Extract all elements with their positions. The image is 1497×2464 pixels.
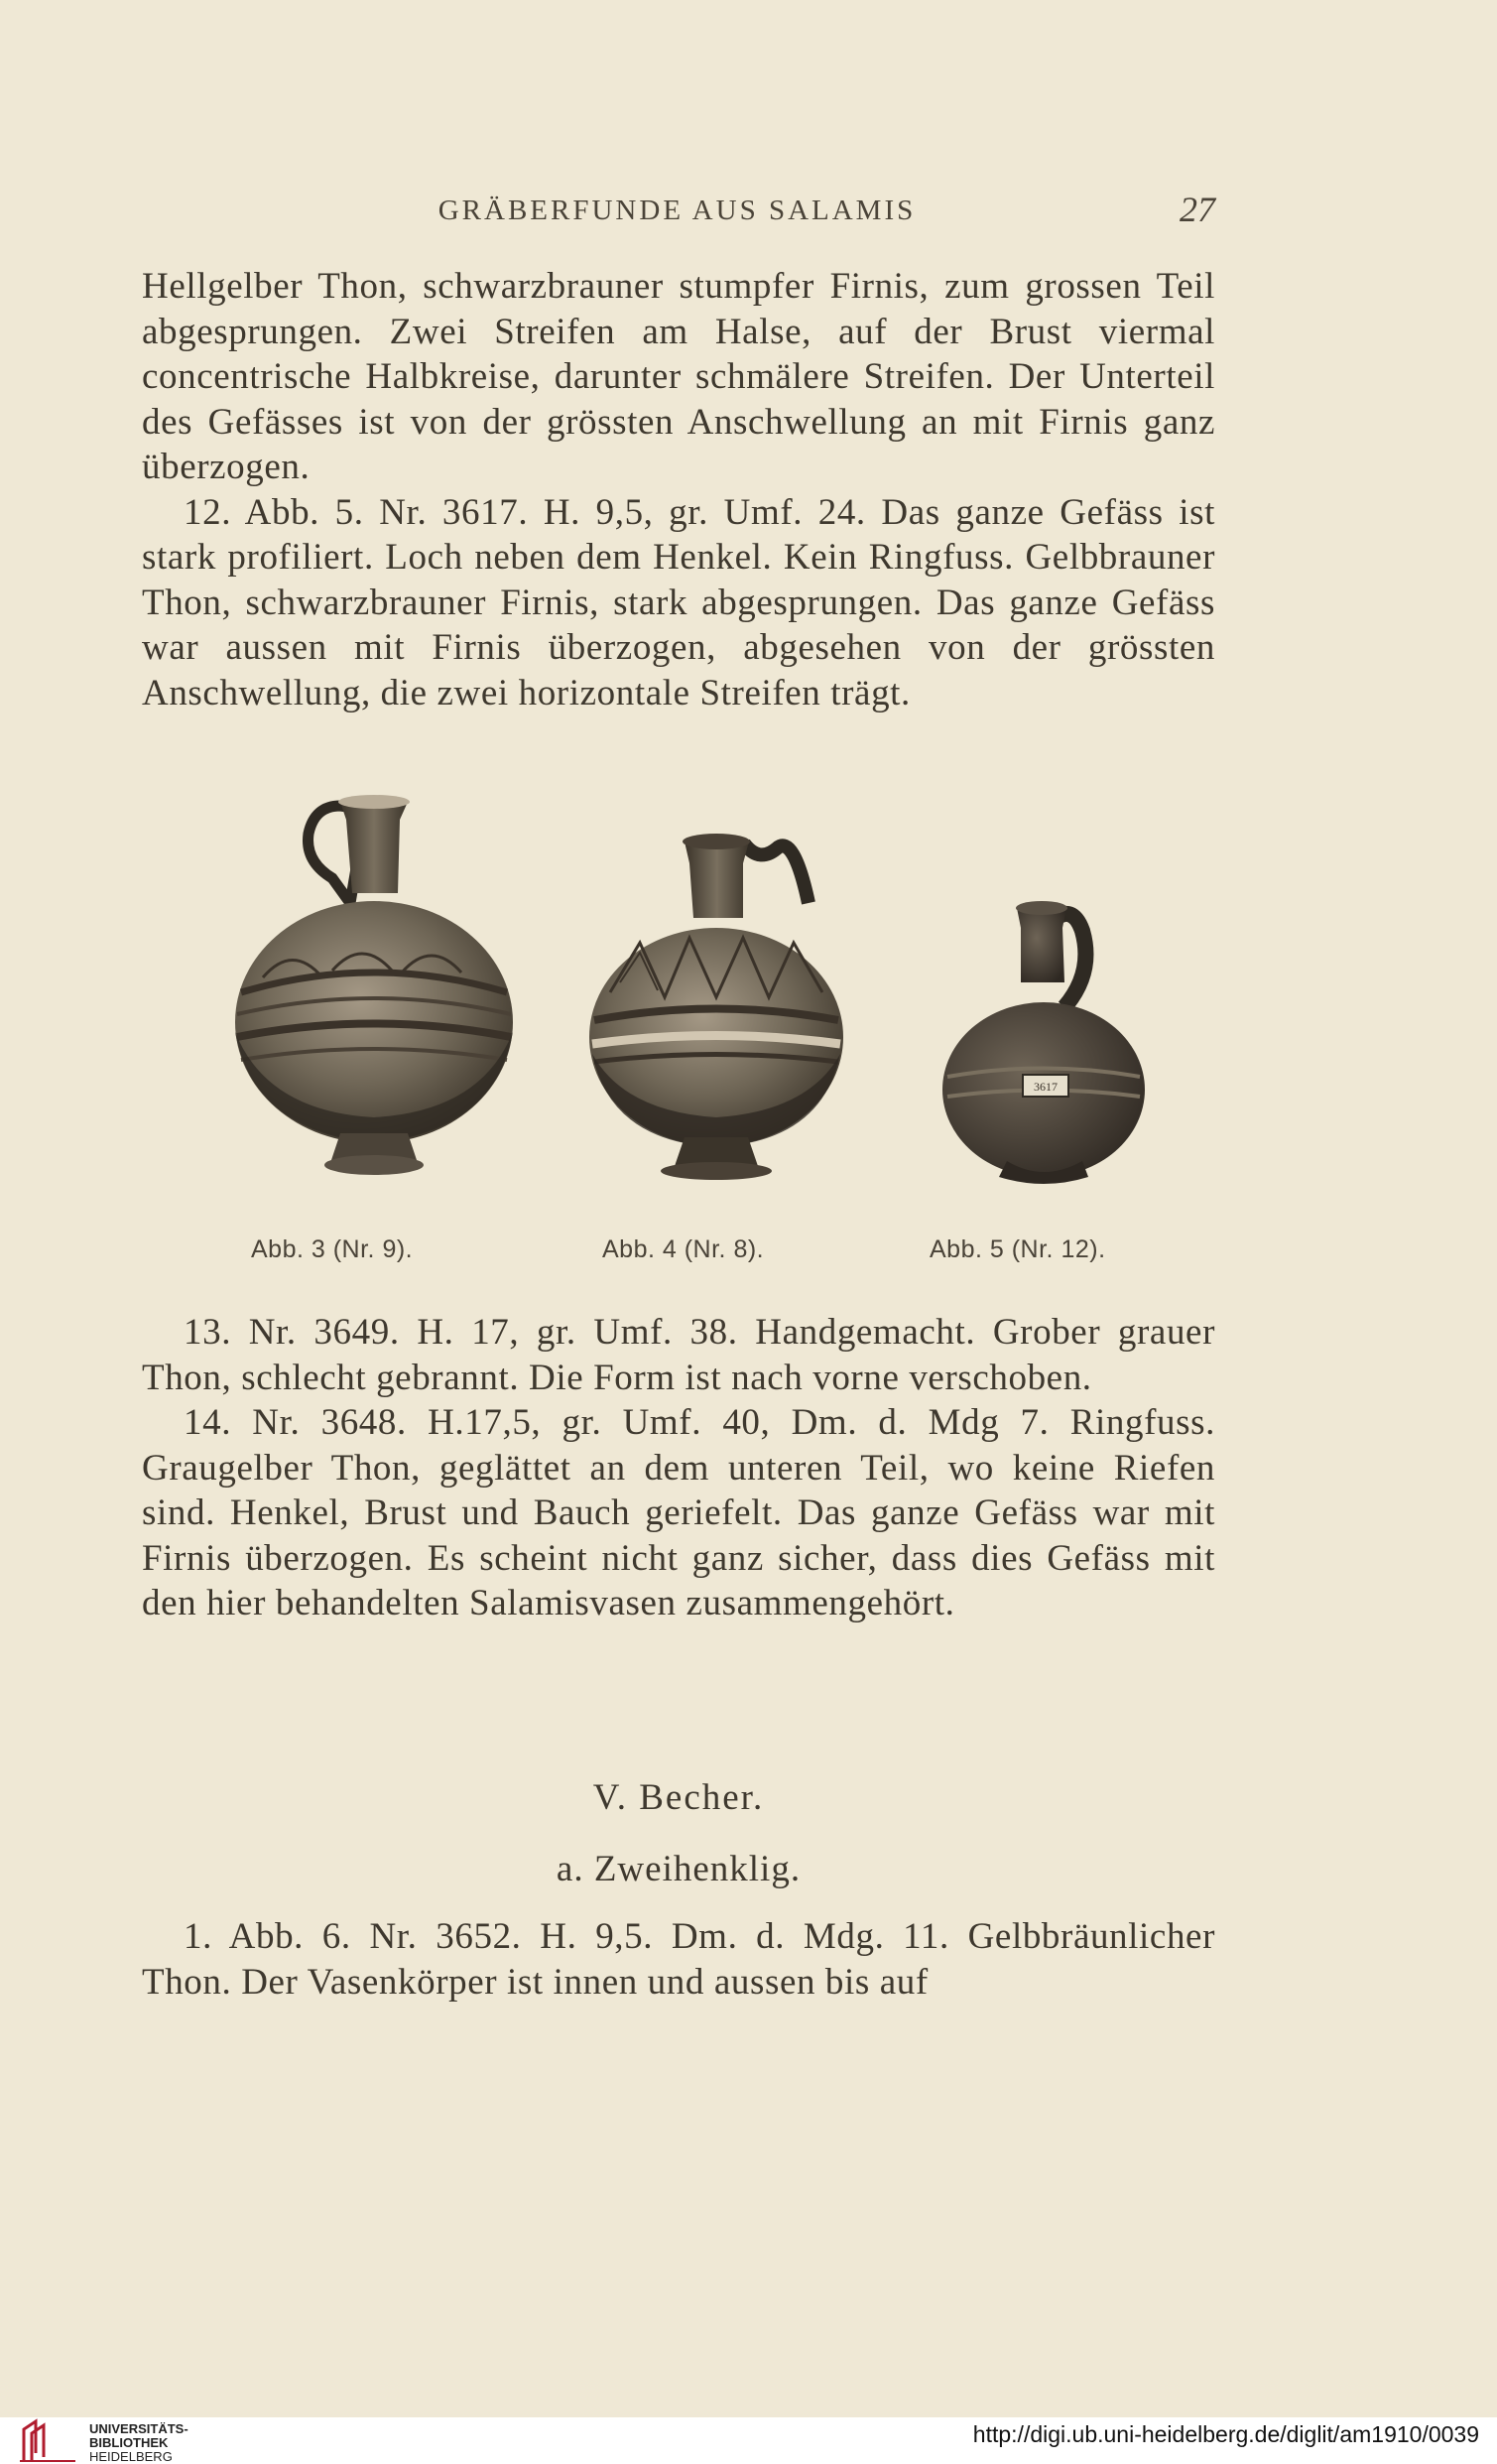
paragraph: 13. Nr. 3649. H. 17, gr. Umf. 38. Handgemacht. Grober grauer Thon, schlecht gebrannt. Die Form ist nach vorne verschoben. bbox=[142, 1312, 1215, 1398]
logo-text-line: HEIDELBERG bbox=[89, 2449, 173, 2464]
source-url-link[interactable]: http://digi.ub.uni-heidelberg.de/diglit/am1910/0039 bbox=[972, 2421, 1479, 2447]
text-block-middle bbox=[142, 1310, 1215, 1626]
library-logo-icon bbox=[16, 2417, 81, 2463]
caption-abb-4: Abb. 4 (Nr. 8). bbox=[602, 1235, 765, 1263]
caption-abb-5: Abb. 5 (Nr. 12). bbox=[930, 1235, 1106, 1263]
vessel-abb-4 bbox=[589, 834, 843, 1180]
logo-text-line: BIBLIOTHEK bbox=[89, 2435, 169, 2450]
vessel-illustrations bbox=[223, 794, 1190, 1235]
paragraph: 14. Nr. 3648. H.17,5, gr. Umf. 40, Dm. d. Mdg 7. Ringfuss. Graugelber Thon, geglättet an dem unteren Teil, wo keine Riefen sind. Henkel, Brust und Bauch geriefelt. Das ganze Gefäss war mit Firnis überzogen. Es scheint nicht ganz sicher, dass dies Gefäss mit den hier behandelten Salamisvasen zusammengehört. bbox=[142, 1402, 1215, 1623]
paragraph: 12. Abb. 5. Nr. 3617. H. 9,5, gr. Umf. 24. Das ganze Gefäss ist stark profiliert. Loch neben dem Henkel. Kein Ringfuss. Gelbbrauner Thon, schwarzbrauner Firnis, stark abgesprungen. Das ganze Gefäss war aussen mit Firnis überzogen, abgesehen von der grössten Anschwellung, die zwei horizontale Streifen trägt. bbox=[142, 491, 1215, 713]
paragraph: 1. Abb. 6. Nr. 3652. H. 9,5. Dm. d. Mdg. 11. Gelbbräunlicher Thon. Der Vasenkörper ist innen und aussen bis auf bbox=[142, 1916, 1215, 2003]
vessel-abb-5 bbox=[942, 901, 1145, 1184]
figure-plate bbox=[223, 794, 1190, 1235]
running-title: GRÄBERFUNDE AUS SALAMIS bbox=[437, 195, 917, 226]
paragraph: Hellgelber Thon, schwarzbrauner stumpfer Firnis, zum grossen Teil abgesprungen. Zwei Streifen am Halse, auf der Brust viermal concentrische Halbkreise, darunter schmälere Streifen. Der Unterteil des Gefässes ist von der grössten Anschwellung an mit Firnis ganz überzogen. bbox=[142, 266, 1215, 487]
vessel-abb-3 bbox=[235, 795, 513, 1175]
text-block-bottom bbox=[142, 1914, 1215, 2005]
section-heading: V. Becher. bbox=[592, 1777, 765, 1818]
logo-text-line: UNIVERSITÄTS- bbox=[89, 2421, 188, 2436]
footer-bar bbox=[0, 2417, 1497, 2463]
running-head bbox=[139, 189, 1215, 238]
page-number: 27 bbox=[1180, 190, 1215, 229]
figure-captions bbox=[223, 1235, 1190, 1275]
library-logo bbox=[16, 2417, 214, 2463]
caption-abb-3: Abb. 3 (Nr. 9). bbox=[251, 1235, 414, 1263]
text-block-top bbox=[142, 264, 1215, 715]
inventory-label-text: 3617 bbox=[1034, 1080, 1058, 1094]
sub-heading: a. Zweihenklig. bbox=[556, 1849, 802, 1889]
